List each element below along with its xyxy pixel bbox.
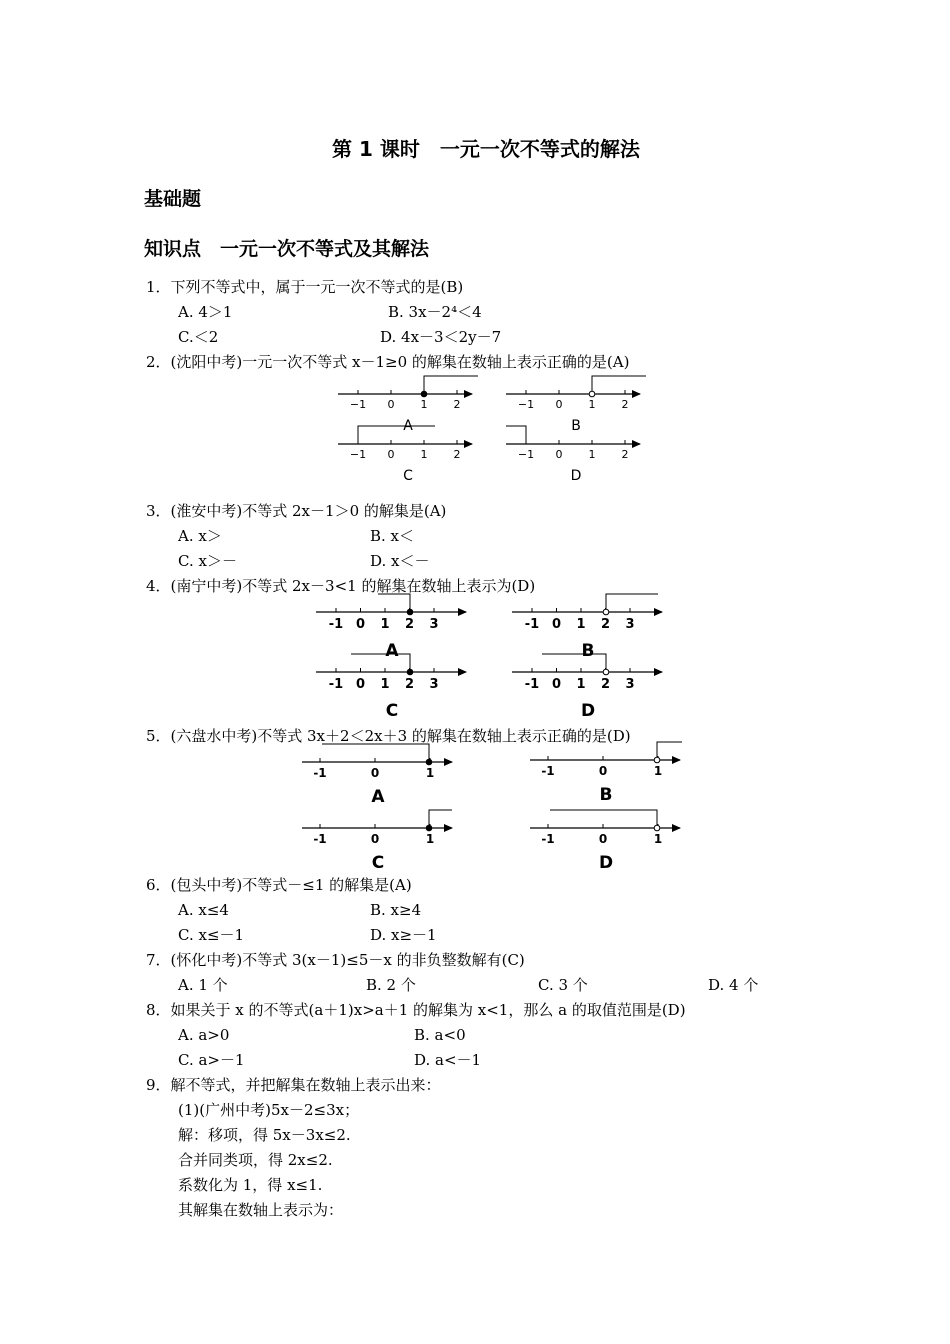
solution-bracket: [592, 376, 646, 394]
open-point: [654, 757, 660, 763]
question-9: 9．解不等式，并把解集在数轴上表示出来：: [146, 1076, 441, 1094]
tick-label: 1: [576, 617, 586, 632]
tick-label: 1: [588, 448, 596, 461]
tick-label: 0: [355, 677, 366, 692]
solution-bracket: [657, 742, 682, 760]
tick-label: 2: [404, 617, 415, 632]
open-point: [603, 669, 609, 675]
q6-option-c: C. x≤－1: [178, 926, 245, 944]
solid-point: [407, 609, 413, 615]
tick-label: -1: [524, 677, 540, 692]
tick-label: 0: [387, 398, 395, 411]
q4-number-line-c: [316, 660, 468, 721]
axis-arrow: [654, 608, 663, 616]
solid-point: [407, 669, 413, 675]
tick-label: −1: [517, 448, 535, 461]
question-8: 8．如果关于 x 的不等式(a＋1)x>a＋1 的解集为 x<1，那么 a 的取值范围是(D): [146, 1001, 686, 1019]
tick-label: 2: [453, 398, 461, 411]
q9-line-4: 系数化为 1，得 x≤1.: [178, 1176, 323, 1194]
q5-number-line-a: [302, 748, 454, 807]
tick-label: -1: [313, 832, 327, 846]
solution-bracket: [424, 376, 478, 394]
choice-label: A: [385, 641, 399, 661]
tick-label: 1: [380, 677, 390, 692]
q9-line-3: 合并同类项，得 2x≤2.: [178, 1151, 333, 1169]
q8-option-d: D. a<－1: [414, 1051, 482, 1069]
choice-label: B: [571, 418, 581, 434]
axis-arrow: [464, 390, 473, 398]
tick-label: 1: [576, 677, 586, 692]
q7-option-a: A. 1 个: [178, 976, 228, 994]
q1-option-d: D. 4x－3＜2y－7: [380, 328, 502, 346]
tick-label: 1: [653, 764, 663, 778]
question-7: 7．(怀化中考)不等式 3(x－1)≤5－x 的非负整数解有(C): [146, 951, 525, 969]
tick-label: 0: [555, 398, 563, 411]
tick-label: 1: [425, 766, 435, 780]
q2-number-line-a: [338, 380, 474, 432]
q3-option-a: A. x＞: [178, 527, 222, 545]
axis-arrow: [672, 824, 681, 832]
tick-label: 1: [425, 832, 435, 846]
choice-label: A: [371, 787, 385, 807]
tick-label: 1: [420, 448, 428, 461]
section-heading: 基础题: [144, 188, 202, 210]
q9-line-2: 解：移项，得 5x－3x≤2.: [178, 1126, 351, 1144]
q8-option-b: B. a<0: [414, 1026, 466, 1044]
q1-option-b: B. 3x－2⁴＜4: [388, 303, 482, 321]
page-title: 第 1 课时 一元一次不等式的解法: [332, 137, 640, 161]
tick-label: 3: [429, 617, 439, 632]
choice-label: B: [581, 641, 595, 661]
question-4: 4．(南宁中考)不等式 2x－3<1 的解集在数轴上表示为(D): [146, 577, 536, 595]
knowledge-heading: 知识点 一元一次不等式及其解法: [144, 238, 430, 260]
solid-point: [421, 391, 427, 397]
choice-label: C: [403, 468, 413, 484]
axis-arrow: [654, 668, 663, 676]
axis-arrow: [632, 390, 641, 398]
open-point: [603, 609, 609, 615]
axis-arrow: [464, 440, 473, 448]
q5-number-line-b: [530, 746, 682, 805]
tick-label: -1: [524, 617, 540, 632]
tick-label: 2: [621, 398, 629, 411]
q7-option-d: D. 4 个: [708, 976, 759, 994]
solution-bracket: [606, 594, 658, 612]
tick-label: 2: [621, 448, 629, 461]
q4-number-line-a: [316, 600, 468, 661]
tick-label: 2: [600, 677, 611, 692]
q5-number-line-c: [302, 814, 454, 873]
q6-option-d: D. x≥－1: [370, 926, 437, 944]
solid-point: [426, 759, 432, 765]
tick-label: -1: [328, 617, 344, 632]
tick-label: 1: [653, 832, 663, 846]
tick-label: −1: [349, 398, 367, 411]
tick-label: −1: [517, 398, 535, 411]
tick-label: -1: [541, 764, 555, 778]
tick-label: 2: [404, 677, 415, 692]
q2-number-line-d: [506, 430, 642, 482]
tick-label: 0: [355, 617, 366, 632]
choice-label: A: [403, 418, 413, 434]
q1-option-a: A. 4＞1: [178, 303, 233, 321]
tick-label: 1: [420, 398, 428, 411]
q3-option-b: B. x＜: [370, 527, 415, 545]
choice-label: D: [570, 468, 582, 484]
tick-label: 0: [551, 677, 562, 692]
axis-arrow: [458, 668, 467, 676]
tick-label: 0: [370, 766, 380, 780]
tick-label: 3: [625, 677, 635, 692]
tick-label: −1: [349, 448, 367, 461]
question-5: 5．(六盘水中考)不等式 3x＋2＜2x＋3 的解集在数轴上表示正确的是(D): [146, 727, 631, 745]
tick-label: -1: [313, 766, 327, 780]
q2-number-line-c: [338, 430, 474, 482]
tick-label: -1: [328, 677, 344, 692]
tick-label: -1: [541, 832, 555, 846]
solution-bracket: [378, 594, 410, 612]
choice-label: B: [599, 785, 613, 805]
axis-arrow: [458, 608, 467, 616]
choice-label: D: [598, 853, 614, 873]
q4-number-line-d: [512, 660, 664, 721]
question-2: 2．(沈阳中考)一元一次不等式 x－1≥0 的解集在数轴上表示正确的是(A): [146, 353, 630, 371]
tick-label: 0: [598, 832, 608, 846]
q6-option-a: A. x≤4: [178, 901, 229, 919]
axis-arrow: [444, 758, 453, 766]
tick-label: 2: [600, 617, 611, 632]
q7-option-c: C. 3 个: [538, 976, 588, 994]
question-6: 6．(包头中考)不等式－≤1 的解集是(A): [146, 876, 412, 894]
question-1: 1．下列不等式中，属于一元一次不等式的是(B): [146, 278, 464, 296]
q8-option-a: A. a>0: [178, 1026, 230, 1044]
q9-line-5: 其解集在数轴上表示为：: [178, 1201, 344, 1219]
q3-option-c: C. x＞－: [178, 552, 237, 570]
tick-label: 3: [625, 617, 635, 632]
q8-option-c: C. a>－1: [178, 1051, 245, 1069]
choice-label: C: [385, 701, 399, 721]
q4-number-line-b: [512, 600, 664, 661]
axis-arrow: [672, 756, 681, 764]
tick-label: 0: [555, 448, 563, 461]
tick-label: 0: [598, 764, 608, 778]
axis-arrow: [444, 824, 453, 832]
axis-arrow: [632, 440, 641, 448]
tick-label: 0: [551, 617, 562, 632]
q3-option-d: D. x＜－: [370, 552, 430, 570]
open-point: [589, 391, 595, 397]
q1-option-c: C.＜2: [178, 328, 219, 346]
q7-option-b: B. 2 个: [366, 976, 416, 994]
q2-number-line-b: [506, 380, 642, 432]
open-point: [654, 825, 660, 831]
choice-label: C: [371, 853, 385, 873]
tick-label: 1: [380, 617, 390, 632]
tick-label: 3: [429, 677, 439, 692]
question-3: 3．(淮安中考)不等式 2x－1＞0 的解集是(A): [146, 502, 447, 520]
tick-label: 2: [453, 448, 461, 461]
tick-label: 0: [370, 832, 380, 846]
solution-bracket: [429, 810, 452, 828]
choice-label: D: [580, 701, 596, 721]
solid-point: [426, 825, 432, 831]
q5-number-line-d: [530, 814, 682, 873]
tick-label: 0: [387, 448, 395, 461]
q6-option-b: B. x≥4: [370, 901, 422, 919]
q9-line-1: (1)(广州中考)5x－2≤3x；: [178, 1101, 360, 1119]
tick-label: 1: [588, 398, 596, 411]
